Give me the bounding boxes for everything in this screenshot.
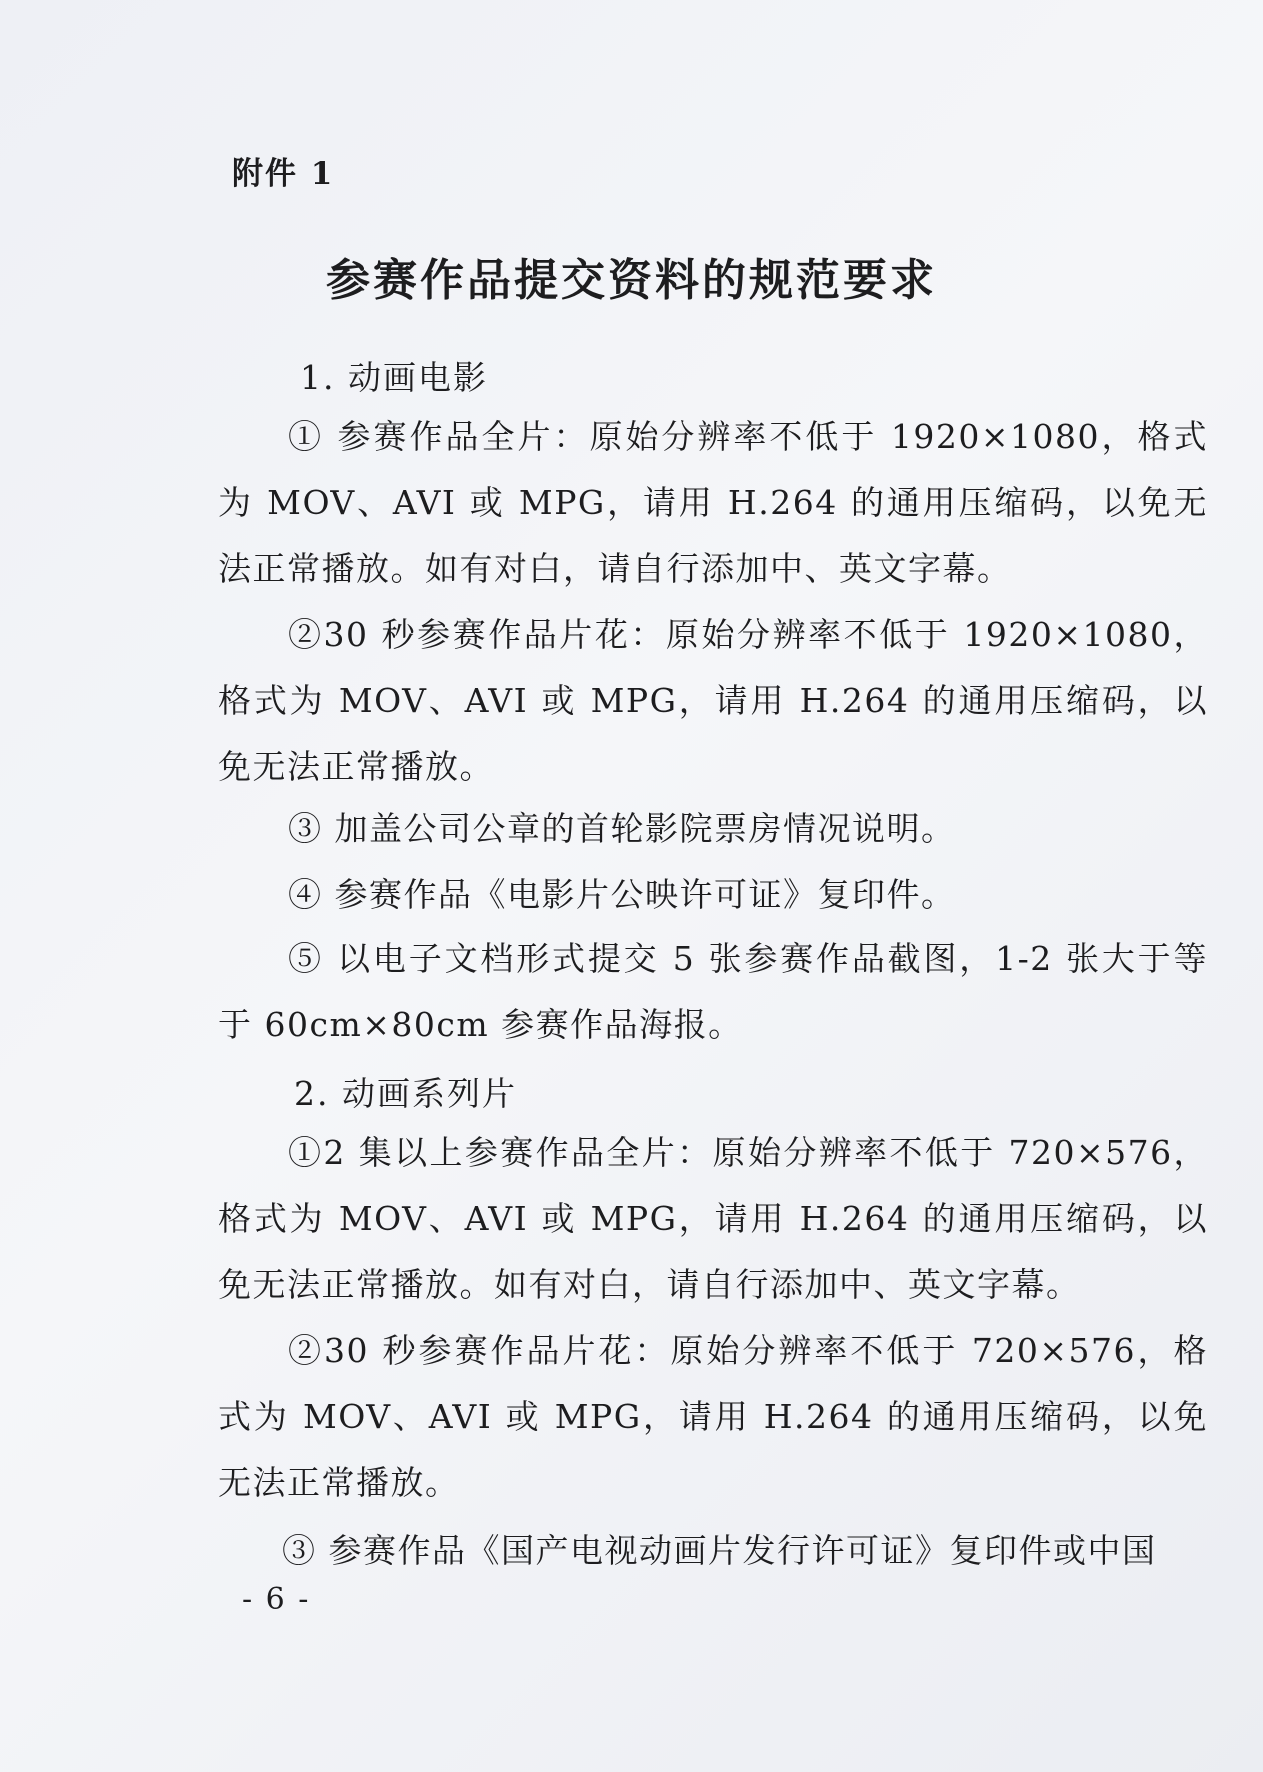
paragraph-film-full: ① 参赛作品全片：原始分辨率不低于 1920×1080，格式为 MOV、AVI 或 MPG，请用 H.264 的通用压缩码，以免无法正常播放。如有对白，请自行添加中、英文字幕。 <box>218 417 1208 588</box>
page-number: - 6 - <box>242 1582 311 1617</box>
document-title: 参赛作品提交资料的规范要求 <box>326 255 937 306</box>
section-heading-animated-film: 1. 动画电影 <box>300 358 488 397</box>
paragraph-series-license: ③ 参赛作品《国产电视动画片发行许可证》复印件或中国 <box>282 1531 1157 1570</box>
section-heading-animated-series: 2. 动画系列片 <box>294 1074 517 1113</box>
attachment-label: 附件 1 <box>232 156 335 192</box>
paragraph-film-box-office: ③ 加盖公司公章的首轮影院票房情况说明。 <box>288 809 956 848</box>
paragraph-series-trailer: ②30 秒参赛作品片花：原始分辨率不低于 720×576，格式为 MOV、AVI 或 MPG，请用 H.264 的通用压缩码，以免无法正常播放。 <box>218 1331 1208 1502</box>
paragraph-film-trailer: ②30 秒参赛作品片花：原始分辨率不低于 1920×1080，格式为 MOV、AVI 或 MPG，请用 H.264 的通用压缩码，以免无法正常播放。 <box>218 615 1208 786</box>
paragraph-film-screenshots: ⑤ 以电子文档形式提交 5 张参赛作品截图，1-2 张大于等于 60cm×80cm 参赛作品海报。 <box>218 939 1208 1044</box>
paragraph-film-license: ④ 参赛作品《电影片公映许可证》复印件。 <box>288 875 956 914</box>
paragraph-series-full: ①2 集以上参赛作品全片：原始分辨率不低于 720×576，格式为 MOV、AVI 或 MPG，请用 H.264 的通用压缩码，以免无法正常播放。如有对白，请自行添加中、英文字幕。 <box>218 1133 1208 1304</box>
